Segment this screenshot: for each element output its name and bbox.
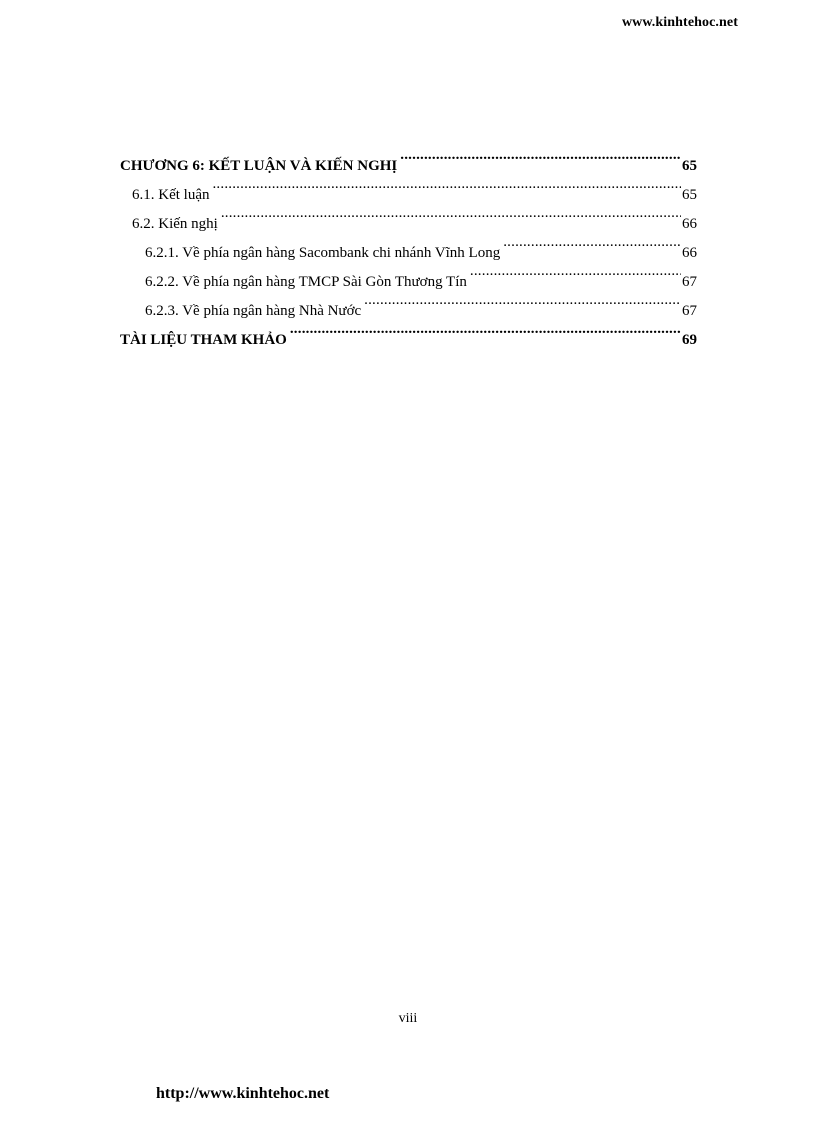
toc-entry-title: CHƯƠNG 6: KẾT LUẬN VÀ KIẾN NGHỊ — [120, 158, 398, 174]
toc-entry-title: TÀI LIỆU THAM KHẢO — [120, 332, 287, 348]
toc-entry-chapter-6[interactable] — [120, 141, 697, 174]
toc-entry-page: 66 — [682, 245, 697, 261]
toc-entry-title: 6.2.1. Về phía ngân hàng Sacombank chi nhánh Vĩnh Long — [145, 245, 501, 261]
toc-dot-leader — [503, 228, 681, 257]
toc-entry-page: 65 — [682, 158, 697, 174]
toc-entry-title: 6.2.2. Về phía ngân hàng TMCP Sài Gòn Thương Tín — [145, 274, 467, 290]
toc-dot-leader — [212, 170, 681, 199]
toc-entry-title: 6.2.3. Về phía ngân hàng Nhà Nước — [145, 303, 362, 319]
toc-dot-leader — [364, 286, 681, 315]
toc-entry-title: 6.2. Kiến nghị — [132, 216, 218, 232]
toc-dot-leader — [221, 199, 681, 228]
footer-site-link[interactable]: http://www.kinhtehoc.net — [156, 1085, 330, 1102]
toc-entry-page: 69 — [682, 332, 697, 348]
toc-dot-leader — [400, 141, 681, 170]
toc-dot-leader — [470, 257, 681, 286]
toc-entry-page: 67 — [682, 303, 697, 319]
header-site-link[interactable]: www.kinhtehoc.net — [621, 15, 738, 30]
toc-entry-page: 66 — [682, 216, 697, 232]
toc-entry-page: 67 — [682, 274, 697, 290]
toc-entry-page: 65 — [682, 187, 697, 203]
page-number: viii — [398, 1011, 418, 1026]
toc-entry-title: 6.1. Kết luận — [132, 187, 210, 203]
table-of-contents — [120, 141, 697, 348]
toc-dot-leader — [290, 315, 681, 344]
